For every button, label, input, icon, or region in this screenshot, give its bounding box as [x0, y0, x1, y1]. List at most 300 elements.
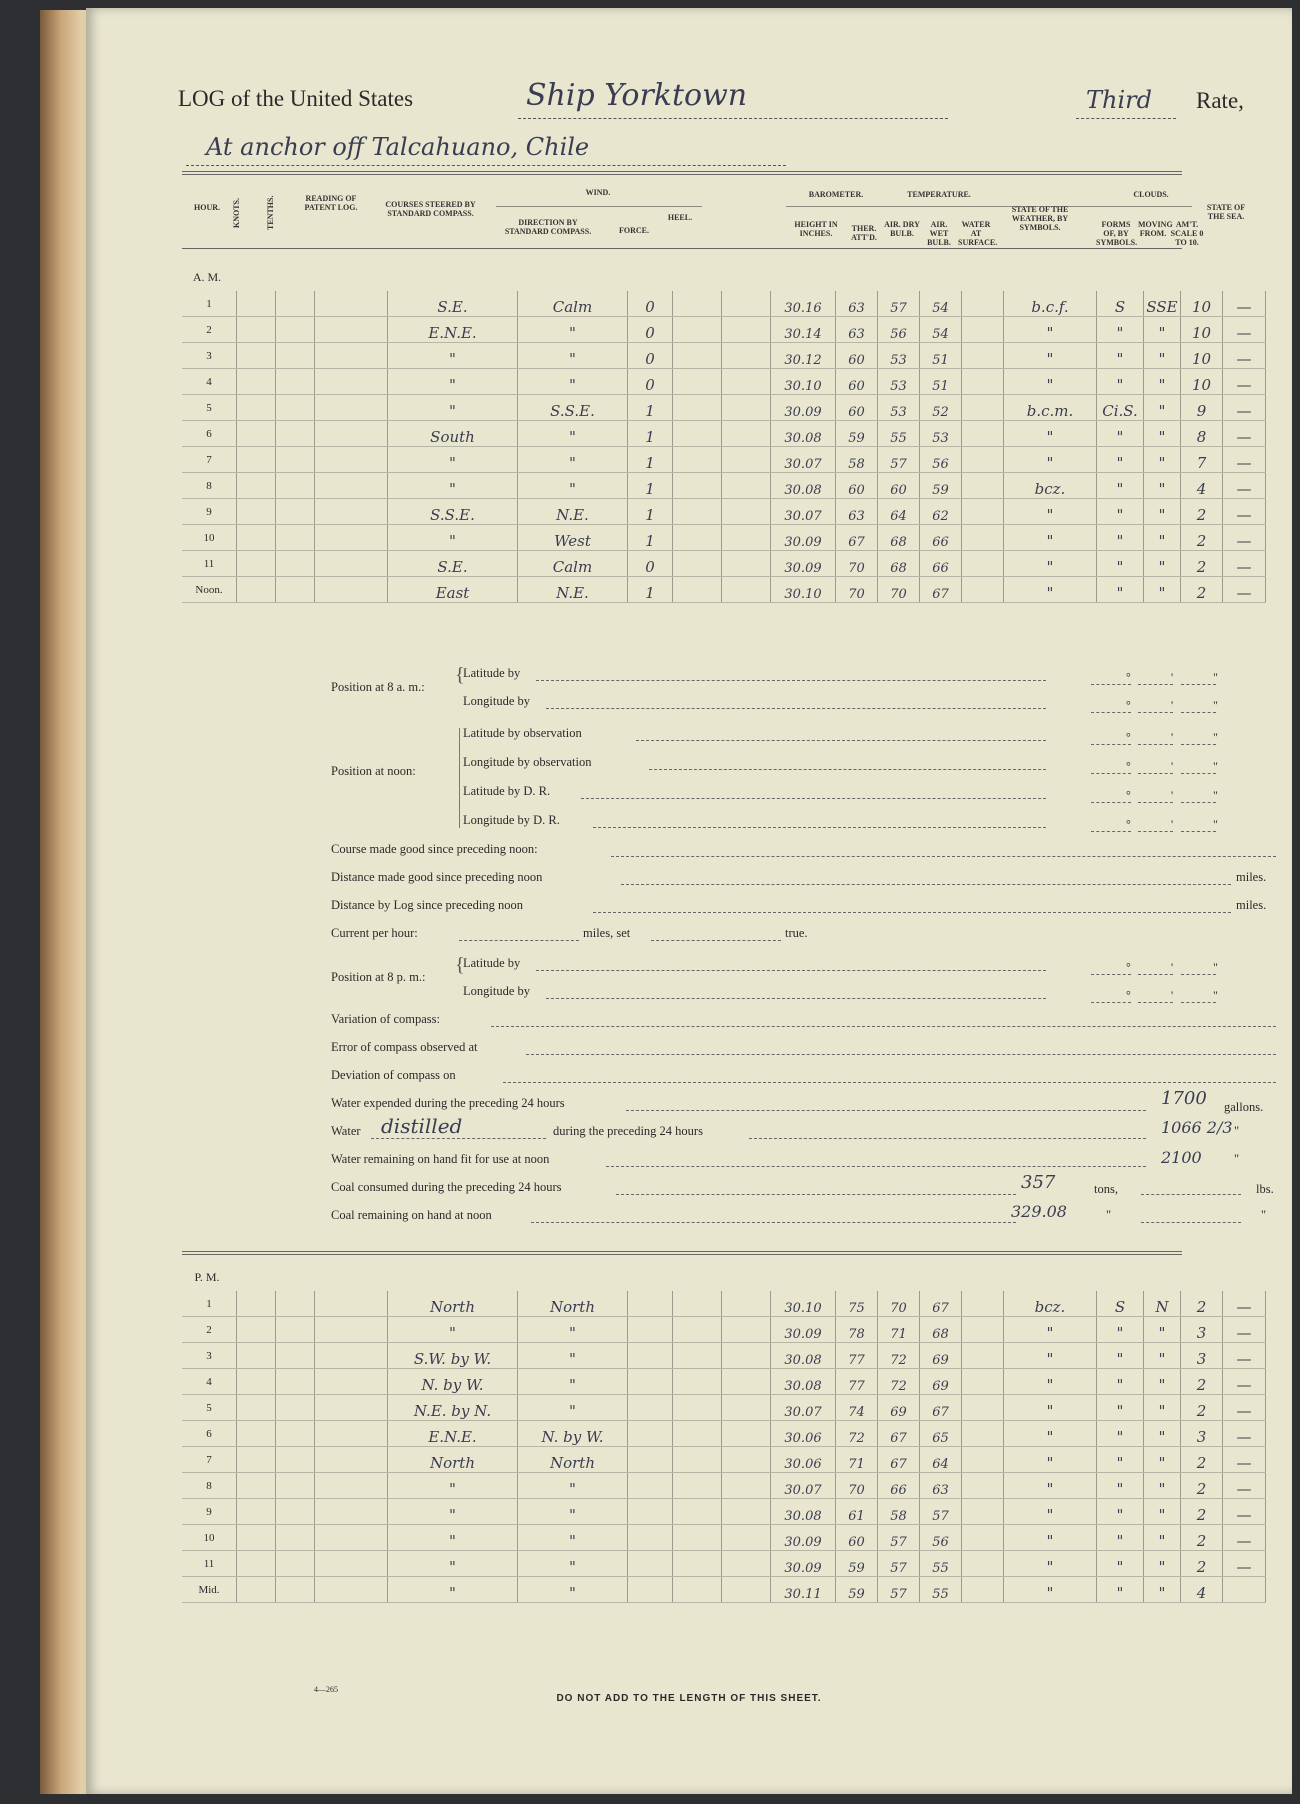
cell-blank: [722, 473, 771, 499]
cell-patent-log: [315, 1525, 388, 1551]
log-title-label: LOG of the United States: [178, 86, 414, 111]
cell-heel: [673, 395, 722, 421]
cell-baro-height: 30.08: [771, 1343, 836, 1369]
cell-sea: —: [1223, 1291, 1266, 1317]
cell-wind-force: 1: [628, 473, 673, 499]
cell-baro-height: 30.09: [771, 1317, 836, 1343]
col-patent-log: READING OF PATENT LOG.: [304, 194, 358, 212]
cell-knots: [237, 343, 276, 369]
cell-weather: ": [1004, 1421, 1097, 1447]
cell-heel: [673, 421, 722, 447]
cell-hour: 11: [182, 551, 237, 577]
water-label: Water: [331, 1124, 361, 1138]
cell-patent-log: [315, 1343, 388, 1369]
cell-air-dry: 67: [878, 1421, 920, 1447]
col-cloud-forms: FORMS OF, BY SYMBOLS.: [1096, 220, 1138, 247]
cell-hour: 6: [182, 421, 237, 447]
cell-patent-log: [315, 1369, 388, 1395]
cell-baro-height: 30.06: [771, 1447, 836, 1473]
position-value-line: [1091, 802, 1131, 803]
cell-blank: [722, 1421, 771, 1447]
cell-cloud-moving: ": [1144, 421, 1181, 447]
cell-cloud-forms: ": [1097, 473, 1144, 499]
cell-baro-ther: 59: [836, 421, 878, 447]
cell-sea: —: [1223, 447, 1266, 473]
coal-consumed-lbs-line: [1141, 1194, 1241, 1195]
cell-weather: ": [1004, 447, 1097, 473]
cell-sea: —: [1223, 525, 1266, 551]
cell-cloud-forms: ": [1097, 1525, 1144, 1551]
cell-tenths: [276, 1577, 315, 1603]
table-row: [182, 343, 1266, 369]
cell-air-dry: 55: [878, 421, 920, 447]
cell-course: S.S.E.: [388, 499, 518, 525]
cell-cloud-amount: 3: [1181, 1421, 1223, 1447]
cell-hour: Noon.: [182, 577, 237, 603]
cell-knots: [237, 421, 276, 447]
cell-cloud-amount: 10: [1181, 317, 1223, 343]
cell-baro-height: 30.06: [771, 1421, 836, 1447]
cell-sea: —: [1223, 1369, 1266, 1395]
position-sec-mark: ": [1213, 817, 1218, 831]
cell-course: ": [388, 1317, 518, 1343]
cell-wind-force: 1: [628, 421, 673, 447]
course-made-line: [611, 856, 1276, 857]
cell-course: ": [388, 1499, 518, 1525]
cell-wind-direction: ": [518, 1369, 628, 1395]
cell-air-wet: 56: [920, 1525, 962, 1551]
cell-air-dry: 69: [878, 1395, 920, 1421]
error-line: [526, 1054, 1276, 1055]
cell-course: E.N.E.: [388, 317, 518, 343]
position-value-line: [1138, 974, 1173, 975]
distance-log-miles: miles.: [1236, 898, 1267, 912]
rate-underline: [1076, 118, 1176, 119]
position-deg-mark: °: [1126, 817, 1131, 831]
cell-cloud-amount: 10: [1181, 369, 1223, 395]
cell-tenths: [276, 551, 315, 577]
cell-hour: 8: [182, 473, 237, 499]
cell-cloud-amount: 2: [1181, 1525, 1223, 1551]
cell-cloud-forms: ": [1097, 577, 1144, 603]
position-deg-mark: °: [1126, 960, 1131, 974]
cell-patent-log: [315, 369, 388, 395]
cell-knots: [237, 473, 276, 499]
cell-cloud-amount: 2: [1181, 577, 1223, 603]
cell-tenths: [276, 1317, 315, 1343]
cell-air-wet: 67: [920, 1395, 962, 1421]
pos-8am-lat: Latitude by: [463, 666, 521, 680]
cell-air-wet: 54: [920, 291, 962, 317]
cell-wind-direction: ": [518, 473, 628, 499]
cell-baro-height: 30.11: [771, 1577, 836, 1603]
cell-wind-force: 1: [628, 447, 673, 473]
position-deg-mark: °: [1126, 788, 1131, 802]
cell-water-surface: [962, 447, 1004, 473]
cell-wind-direction: ": [518, 1577, 628, 1603]
coal-consumed-label: Coal consumed during the preceding 24 hours: [331, 1180, 562, 1194]
cell-weather: ": [1004, 317, 1097, 343]
col-weather: STATE OF THE WEATHER, BY SYMBOLS.: [1011, 205, 1069, 232]
cell-blank: [722, 343, 771, 369]
table-row: [182, 395, 1266, 421]
pos-8am-long-line: [546, 708, 1046, 709]
position-value-line: [1181, 684, 1216, 685]
cell-air-wet: 66: [920, 525, 962, 551]
cell-heel: [673, 473, 722, 499]
current-true: true.: [785, 926, 808, 940]
distance-log-line: [593, 912, 1231, 913]
lat-obs-line: [636, 740, 1046, 741]
cell-course: ": [388, 473, 518, 499]
lat-dr-line: [581, 798, 1046, 799]
cell-patent-log: [315, 1317, 388, 1343]
cell-hour: 5: [182, 395, 237, 421]
cell-cloud-forms: ": [1097, 421, 1144, 447]
cell-tenths: [276, 577, 315, 603]
cell-baro-ther: 63: [836, 291, 878, 317]
position-deg-mark: °: [1126, 730, 1131, 744]
col-baro-ther: THER. ATT'D.: [851, 224, 877, 242]
cell-patent-log: [315, 1551, 388, 1577]
cell-air-dry: 57: [878, 291, 920, 317]
cell-course: N.E. by N.: [388, 1395, 518, 1421]
cell-patent-log: [315, 499, 388, 525]
cell-air-wet: 69: [920, 1343, 962, 1369]
cell-baro-ther: 75: [836, 1291, 878, 1317]
cell-cloud-forms: ": [1097, 1447, 1144, 1473]
cell-heel: [673, 447, 722, 473]
cell-sea: —: [1223, 577, 1266, 603]
cell-knots: [237, 1447, 276, 1473]
cell-weather: bcz.: [1004, 473, 1097, 499]
cell-sea: —: [1223, 369, 1266, 395]
col-wind: WIND.: [585, 188, 611, 197]
cell-baro-height: 30.08: [771, 421, 836, 447]
pos-noon-long-dr: Longitude by D. R.: [463, 813, 560, 827]
cell-air-wet: 62: [920, 499, 962, 525]
cell-cloud-forms: ": [1097, 1395, 1144, 1421]
pos-8am-long: Longitude by: [463, 694, 531, 708]
cell-wind-direction: Calm: [518, 291, 628, 317]
cell-cloud-amount: 8: [1181, 421, 1223, 447]
cell-hour: 1: [182, 291, 237, 317]
pm-label: P. M.: [194, 1270, 220, 1284]
cell-knots: [237, 525, 276, 551]
cell-cloud-forms: S: [1097, 291, 1144, 317]
cell-blank: [722, 1395, 771, 1421]
cell-water-surface: [962, 1525, 1004, 1551]
cell-sea: [1223, 1577, 1266, 1603]
cell-water-surface: [962, 1447, 1004, 1473]
cell-sea: —: [1223, 551, 1266, 577]
cell-air-dry: 66: [878, 1473, 920, 1499]
cell-water-surface: [962, 1369, 1004, 1395]
cell-air-wet: 55: [920, 1577, 962, 1603]
water-expended-gallons: gallons.: [1224, 1100, 1264, 1114]
cell-heel: [673, 1473, 722, 1499]
col-clouds: CLOUDS.: [1133, 190, 1169, 199]
cell-blank: [722, 525, 771, 551]
cell-cloud-amount: 7: [1181, 447, 1223, 473]
table-row: [182, 1343, 1266, 1369]
cell-baro-ther: 67: [836, 525, 878, 551]
cell-knots: [237, 317, 276, 343]
cell-heel: [673, 577, 722, 603]
cell-baro-height: 30.08: [771, 473, 836, 499]
position-value-line: [1138, 1002, 1173, 1003]
cell-air-dry: 67: [878, 1447, 920, 1473]
cell-sea: —: [1223, 1343, 1266, 1369]
cell-tenths: [276, 1369, 315, 1395]
cell-baro-height: 30.09: [771, 395, 836, 421]
cell-air-dry: 57: [878, 1577, 920, 1603]
cell-knots: [237, 1473, 276, 1499]
cell-air-dry: 70: [878, 1291, 920, 1317]
cell-weather: ": [1004, 525, 1097, 551]
cell-baro-ther: 58: [836, 447, 878, 473]
cell-water-surface: [962, 1551, 1004, 1577]
cell-blank: [722, 421, 771, 447]
cell-cloud-amount: 3: [1181, 1317, 1223, 1343]
cell-water-surface: [962, 1291, 1004, 1317]
cell-wind-force: [628, 1577, 673, 1603]
water-during: during the preceding 24 hours: [553, 1124, 703, 1138]
table-row: [182, 577, 1266, 603]
position-min-mark: ': [1171, 730, 1174, 744]
cell-sea: —: [1223, 1317, 1266, 1343]
position-value-line: [1091, 1002, 1131, 1003]
cell-heel: [673, 317, 722, 343]
log-page: [86, 8, 1292, 1794]
cell-blank: [722, 1291, 771, 1317]
water-distilled: distilled: [381, 1114, 463, 1138]
cell-water-surface: [962, 1317, 1004, 1343]
position-min-mark: ': [1171, 960, 1174, 974]
cell-hour: 10: [182, 525, 237, 551]
cell-cloud-amount: 2: [1181, 1499, 1223, 1525]
cell-course: ": [388, 1577, 518, 1603]
cell-air-dry: 72: [878, 1343, 920, 1369]
cell-cloud-forms: ": [1097, 369, 1144, 395]
cell-tenths: [276, 525, 315, 551]
cell-cloud-forms: ": [1097, 1551, 1144, 1577]
position-sec-mark: ": [1213, 759, 1218, 773]
cell-cloud-forms: ": [1097, 1499, 1144, 1525]
cell-air-wet: 52: [920, 395, 962, 421]
cell-tenths: [276, 1291, 315, 1317]
distance-made-miles: miles.: [1236, 870, 1267, 884]
table-row: [182, 369, 1266, 395]
cell-water-surface: [962, 1473, 1004, 1499]
cell-baro-height: 30.09: [771, 1525, 836, 1551]
cell-heel: [673, 1525, 722, 1551]
cell-hour: 9: [182, 1499, 237, 1525]
pos-noon-lat-dr: Latitude by D. R.: [463, 784, 551, 798]
clouds-divider: [1094, 206, 1192, 207]
table-row: [182, 1551, 1266, 1577]
col-wind-direction: DIRECTION BY STANDARD COMPASS.: [504, 218, 592, 236]
cell-wind-direction: North: [518, 1447, 628, 1473]
cell-knots: [237, 369, 276, 395]
cell-baro-ther: 59: [836, 1577, 878, 1603]
current-label: Current per hour:: [331, 926, 418, 940]
table-row: [182, 1473, 1266, 1499]
cell-cloud-forms: ": [1097, 551, 1144, 577]
cell-hour: 7: [182, 447, 237, 473]
cell-air-wet: 53: [920, 421, 962, 447]
cell-weather: ": [1004, 1499, 1097, 1525]
coal-consumed-tons: tons,: [1094, 1182, 1118, 1196]
table-row: [182, 447, 1266, 473]
cell-course: ": [388, 447, 518, 473]
cell-patent-log: [315, 1577, 388, 1603]
am-log-table: [182, 291, 1266, 603]
cell-weather: ": [1004, 577, 1097, 603]
cell-sea: —: [1223, 1525, 1266, 1551]
position-deg-mark: °: [1126, 698, 1131, 712]
cell-wind-force: 1: [628, 395, 673, 421]
position-value-line: [1181, 1002, 1216, 1003]
cell-cloud-amount: 2: [1181, 499, 1223, 525]
pos-8am-label: Position at 8 a. m.:: [331, 680, 425, 694]
pos-8am-lat-line: [536, 680, 1046, 681]
cell-wind-force: 0: [628, 317, 673, 343]
cell-hour: 3: [182, 1343, 237, 1369]
cell-wind-force: [628, 1447, 673, 1473]
cell-sea: —: [1223, 395, 1266, 421]
cell-wind-force: [628, 1551, 673, 1577]
position-sec-mark: ": [1213, 730, 1218, 744]
cell-water-surface: [962, 525, 1004, 551]
cell-air-dry: 53: [878, 369, 920, 395]
table-row: [182, 1369, 1266, 1395]
cell-cloud-moving: ": [1144, 447, 1181, 473]
cell-tenths: [276, 447, 315, 473]
cell-baro-ther: 60: [836, 343, 878, 369]
cell-weather: ": [1004, 1317, 1097, 1343]
cell-weather: ": [1004, 1395, 1097, 1421]
cell-air-wet: 54: [920, 317, 962, 343]
position-min-mark: ': [1171, 670, 1174, 684]
cell-hour: 1: [182, 1291, 237, 1317]
cell-course: ": [388, 1551, 518, 1577]
coal-consumed-line: [616, 1194, 1016, 1195]
cell-patent-log: [315, 1421, 388, 1447]
cell-air-wet: 59: [920, 473, 962, 499]
cell-weather: b.c.m.: [1004, 395, 1097, 421]
cell-wind-direction: ": [518, 1525, 628, 1551]
cell-wind-force: 0: [628, 343, 673, 369]
cell-water-surface: [962, 577, 1004, 603]
table-row: [182, 525, 1266, 551]
cell-tenths: [276, 499, 315, 525]
cell-wind-direction: West: [518, 525, 628, 551]
cell-cloud-amount: 2: [1181, 525, 1223, 551]
cell-water-surface: [962, 1395, 1004, 1421]
cell-weather: ": [1004, 1447, 1097, 1473]
cell-tenths: [276, 291, 315, 317]
cell-wind-force: [628, 1395, 673, 1421]
cell-air-wet: 57: [920, 1499, 962, 1525]
cell-air-dry: 56: [878, 317, 920, 343]
cell-cloud-moving: ": [1144, 551, 1181, 577]
cell-cloud-amount: 2: [1181, 1551, 1223, 1577]
position-value-line: [1138, 744, 1173, 745]
cell-cloud-moving: ": [1144, 395, 1181, 421]
cell-weather: ": [1004, 1525, 1097, 1551]
table-row: [182, 473, 1266, 499]
cell-hour: 8: [182, 1473, 237, 1499]
cell-baro-ther: 60: [836, 473, 878, 499]
cell-cloud-moving: ": [1144, 499, 1181, 525]
cell-air-wet: 56: [920, 447, 962, 473]
cell-air-dry: 58: [878, 1499, 920, 1525]
col-wind-force: FORCE.: [619, 226, 649, 235]
position-value-line: [1091, 744, 1131, 745]
water-distilled-value: 1066 2/3: [1161, 1118, 1233, 1137]
cell-tenths: [276, 421, 315, 447]
position-min-mark: ': [1171, 988, 1174, 1002]
table-row: [182, 1447, 1266, 1473]
cell-blank: [722, 395, 771, 421]
position-sec-mark: ": [1213, 960, 1218, 974]
water-expended-line: [626, 1110, 1146, 1111]
cell-wind-force: 1: [628, 499, 673, 525]
cell-sea: —: [1223, 343, 1266, 369]
col-cloud-amount: AM'T. SCALE 0 TO 10.: [1170, 220, 1204, 247]
pos-8am-brace: {: [455, 664, 465, 686]
cell-wind-force: [628, 1369, 673, 1395]
cell-course: ": [388, 369, 518, 395]
cell-sea: —: [1223, 499, 1266, 525]
cell-cloud-moving: ": [1144, 1317, 1181, 1343]
cell-knots: [237, 291, 276, 317]
cell-wind-direction: ": [518, 1317, 628, 1343]
cell-air-wet: 67: [920, 1291, 962, 1317]
cell-cloud-amount: 2: [1181, 1395, 1223, 1421]
cell-cloud-amount: 2: [1181, 1473, 1223, 1499]
cell-wind-force: [628, 1317, 673, 1343]
position-value-line: [1181, 802, 1216, 803]
table-row: [182, 317, 1266, 343]
cell-cloud-amount: 2: [1181, 551, 1223, 577]
cell-tenths: [276, 1343, 315, 1369]
position-value-line: [1091, 773, 1131, 774]
cell-hour: 2: [182, 317, 237, 343]
cell-sea: —: [1223, 473, 1266, 499]
position-sec-mark: ": [1213, 988, 1218, 1002]
coal-remaining-line: [531, 1222, 1016, 1223]
cell-heel: [673, 1499, 722, 1525]
cell-cloud-forms: ": [1097, 1369, 1144, 1395]
cell-cloud-amount: 10: [1181, 343, 1223, 369]
cell-air-wet: 67: [920, 577, 962, 603]
cell-knots: [237, 1395, 276, 1421]
cell-baro-height: 30.07: [771, 1395, 836, 1421]
pos-8pm-lat: Latitude by: [463, 956, 521, 970]
cell-water-surface: [962, 421, 1004, 447]
cell-baro-ther: 59: [836, 1551, 878, 1577]
cell-blank: [722, 577, 771, 603]
cell-hour: 10: [182, 1525, 237, 1551]
cell-wind-force: [628, 1473, 673, 1499]
cell-hour: 5: [182, 1395, 237, 1421]
header-bottom-border: [182, 248, 1182, 249]
cell-hour: 7: [182, 1447, 237, 1473]
cell-course: ": [388, 525, 518, 551]
cell-weather: ": [1004, 1369, 1097, 1395]
